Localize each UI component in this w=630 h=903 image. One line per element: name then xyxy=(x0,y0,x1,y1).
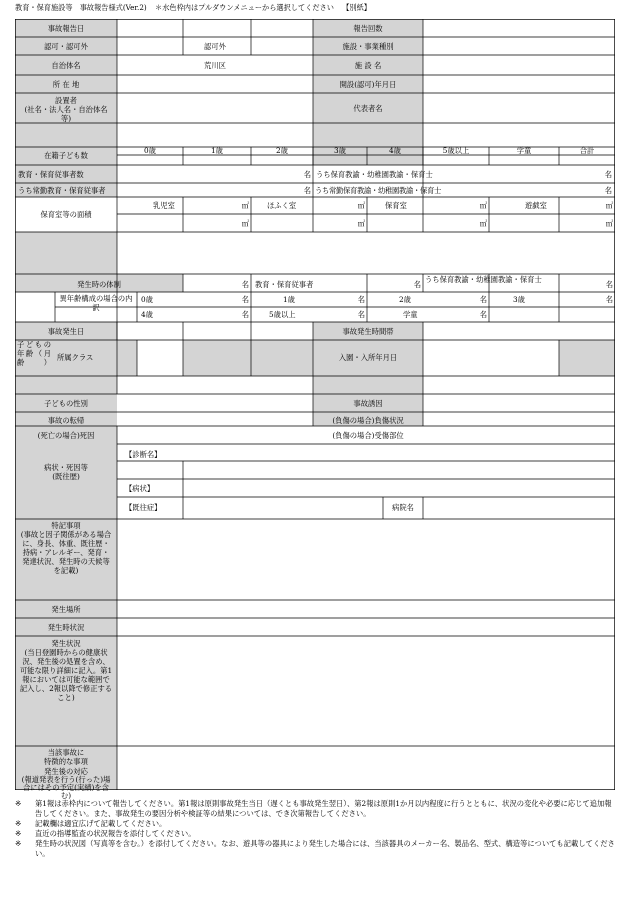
mixed-age-4: 4歳 xyxy=(141,310,153,319)
age-header-4: 4歳 xyxy=(389,146,401,155)
room-unit: ㎡ xyxy=(605,219,613,228)
footnote-mark: ※ xyxy=(15,829,22,838)
class-label: 所属クラス xyxy=(57,353,94,362)
attachment-tag: 【別紙】 xyxy=(342,3,371,12)
address-label: 所 在 地 xyxy=(52,80,80,89)
system-staff-unit: 名 xyxy=(413,280,421,289)
room-area-label: 保育室等の面積 xyxy=(40,210,92,219)
staff-qualified-unit: 名 xyxy=(604,170,612,179)
fulltime-staff-unit: 名 xyxy=(303,186,311,195)
history-label: 【既往症】 xyxy=(125,503,162,512)
response-label: 発生後の対応 (報道発表を行う(行った)場合にはその予定(実績)を含む) xyxy=(21,767,111,800)
mixed-age-unit: 名 xyxy=(357,310,365,319)
illness-label: 病状・死因等 (既往歴) xyxy=(44,463,88,481)
mixed-age-unit: 名 xyxy=(241,295,249,304)
room-unit: ㎡ xyxy=(479,201,487,210)
footnote xyxy=(15,829,615,839)
municipality-label: 自治体名 xyxy=(51,61,81,70)
representative-label: 代表者名 xyxy=(353,104,383,113)
circumstances-label: 発生状況 (当日登園時からの健康状況、発生後の処置を含め、可能な限り詳細に記入。第1報においては可能な範囲で記入し、2報以降で修正すること) xyxy=(19,639,113,702)
founder-label: 設置者 (社名・法人名・自治体名等) xyxy=(24,96,108,123)
room-unit: ㎡ xyxy=(605,201,613,210)
mixed-age-2: 2歳 xyxy=(399,295,411,304)
system-unit: 名 xyxy=(241,280,249,289)
mixed-age-unit: 名 xyxy=(479,310,487,319)
staff-unit: 名 xyxy=(303,170,311,179)
mixed-age-6: 学童 xyxy=(403,310,418,319)
mixed-age-unit: 名 xyxy=(479,295,487,304)
mixed-age-unit: 名 xyxy=(605,295,613,304)
room-unit: ㎡ xyxy=(357,201,365,210)
footnote xyxy=(15,799,615,819)
cause-label: 事故誘因 xyxy=(353,399,383,408)
footnotes xyxy=(15,799,615,859)
footnote-text: 記載欄は適宜広げて記載してください。 xyxy=(35,819,167,828)
room-nursery-label: 保育室 xyxy=(385,201,407,210)
injury-status-label: (負傷の場合)負傷状況 xyxy=(332,416,404,425)
staff-label: 教育・保育従事者数 xyxy=(18,170,84,179)
enrolled-children-label: 在籍子ども数 xyxy=(44,151,88,160)
mixed-age-3: 3歳 xyxy=(513,295,525,304)
room-unit: ㎡ xyxy=(241,219,249,228)
footnote-mark: ※ xyxy=(15,799,22,808)
hospital-label: 病院名 xyxy=(392,503,414,512)
form-instruction: ＊水色枠内はプルダウンメニューから選択してください xyxy=(155,3,334,12)
opened-date-label: 開設(認可)年月日 xyxy=(339,80,397,89)
auth-value[interactable]: 認可外 xyxy=(204,42,226,51)
age-header-7: 合計 xyxy=(579,146,595,155)
footnote xyxy=(15,839,615,859)
child-age-label: 子どもの年齢（月齢） xyxy=(17,340,51,367)
system-qualified-label: うち保育教諭・幼稚園教諭・保育士 xyxy=(425,275,542,284)
form-title: 教育・保育施設等 事故報告様式(Ver.2) xyxy=(15,3,147,12)
accident-time-label: 事故発生時間帯 xyxy=(342,327,394,336)
age-header-3: 3歳 xyxy=(334,146,346,155)
age-header-2: 2歳 xyxy=(276,146,288,155)
footnote-mark: ※ xyxy=(15,819,22,828)
mixed-age-label: 異年齢構成の場合の内訳 xyxy=(59,294,133,312)
system-label: 発生時の体制 xyxy=(77,280,121,289)
mixed-age-0: 0歳 xyxy=(141,295,153,304)
municipality-value[interactable]: 荒川区 xyxy=(204,61,226,70)
facility-type-label: 施設・事業種別 xyxy=(342,42,394,51)
admission-date-label: 入園・入所年月日 xyxy=(338,353,398,362)
room-infant-label: 乳児室 xyxy=(153,201,175,210)
fulltime-qualified-label: うち常勤保育教諭・幼稚園教諭・保育士 xyxy=(315,186,441,195)
diagnosis-label: 【診断名】 xyxy=(125,450,162,459)
system-qualified-unit: 名 xyxy=(605,280,613,289)
mixed-age-unit: 名 xyxy=(241,310,249,319)
fulltime-staff-label: うち常勤教育・保育従事者 xyxy=(18,186,106,195)
age-header-5: 5歳以上 xyxy=(442,146,470,155)
specific-matters-label: 当該事故に 特徴的な事項 xyxy=(44,748,88,766)
room-unit: ㎡ xyxy=(241,201,249,210)
room-crawling-label: ほふく室 xyxy=(267,201,297,210)
death-cause-label: (死亡の場合)死因 xyxy=(37,431,95,440)
auth-label: 認可・認可外 xyxy=(44,42,88,51)
symptom-label: 【病状】 xyxy=(125,484,155,493)
report-date-label: 事故報告日 xyxy=(47,24,85,33)
age-header-0: 0歳 xyxy=(144,146,156,155)
mixed-age-unit: 名 xyxy=(357,295,365,304)
report-count-label: 報告回数 xyxy=(353,24,383,33)
situation-label: 発生時状況 xyxy=(47,623,85,632)
accident-date-label: 事故発生日 xyxy=(47,327,85,336)
injury-site-label: (負傷の場合)受傷部位 xyxy=(332,431,404,440)
child-sex-label: 子どもの性別 xyxy=(44,399,88,408)
footnote-text: 発生時の状況図（写真等を含む。）を添付してください。なお、遊具等の器具により発生した場合には、当該器具のメーカー名、製品名、型式、構造等についても記載してください。 xyxy=(35,839,615,858)
room-playroom-label: 遊戯室 xyxy=(525,201,547,210)
age-header-1: 1歳 xyxy=(211,146,223,155)
room-unit: ㎡ xyxy=(479,219,487,228)
outcome-label: 事故の転帰 xyxy=(47,416,85,425)
place-label: 発生場所 xyxy=(51,605,81,614)
room-unit: ㎡ xyxy=(357,219,365,228)
system-staff-label: 教育・保育従事者 xyxy=(255,280,314,289)
age-header-6: 学童 xyxy=(516,146,532,155)
footnote xyxy=(15,819,615,829)
facility-name-label: 施 設 名 xyxy=(354,61,382,70)
accident-report-form xyxy=(15,19,615,800)
special-notes-label: 特記事項 (事故と因子関係がある場合に、身長、体重、既往歴・持病・アレルギー、発育・発達状況、発生時の天候等を記載) xyxy=(20,521,112,575)
footnote-text: 第1報は赤枠内について報告してください。第1報は原則事故発生当日（遅くとも事故発生翌日）、第2報は原則1か月以内程度に行うとともに、状況の変化や必要に応じて追加報告してください。また、事故発生の要因分析や検証等の結果については、でき次第報告してください。 xyxy=(35,799,612,818)
form-header xyxy=(15,0,377,15)
staff-qualified-label: うち保育教諭・幼稚園教諭・保育士 xyxy=(316,170,433,179)
footnote-mark: ※ xyxy=(15,839,22,848)
fulltime-qualified-unit: 名 xyxy=(604,186,612,195)
footnote-text: 直近の指導監査の状況報告を添付してください。 xyxy=(35,829,196,838)
mixed-age-5: 5歳以上 xyxy=(269,310,296,319)
mixed-age-1: 1歳 xyxy=(283,295,295,304)
